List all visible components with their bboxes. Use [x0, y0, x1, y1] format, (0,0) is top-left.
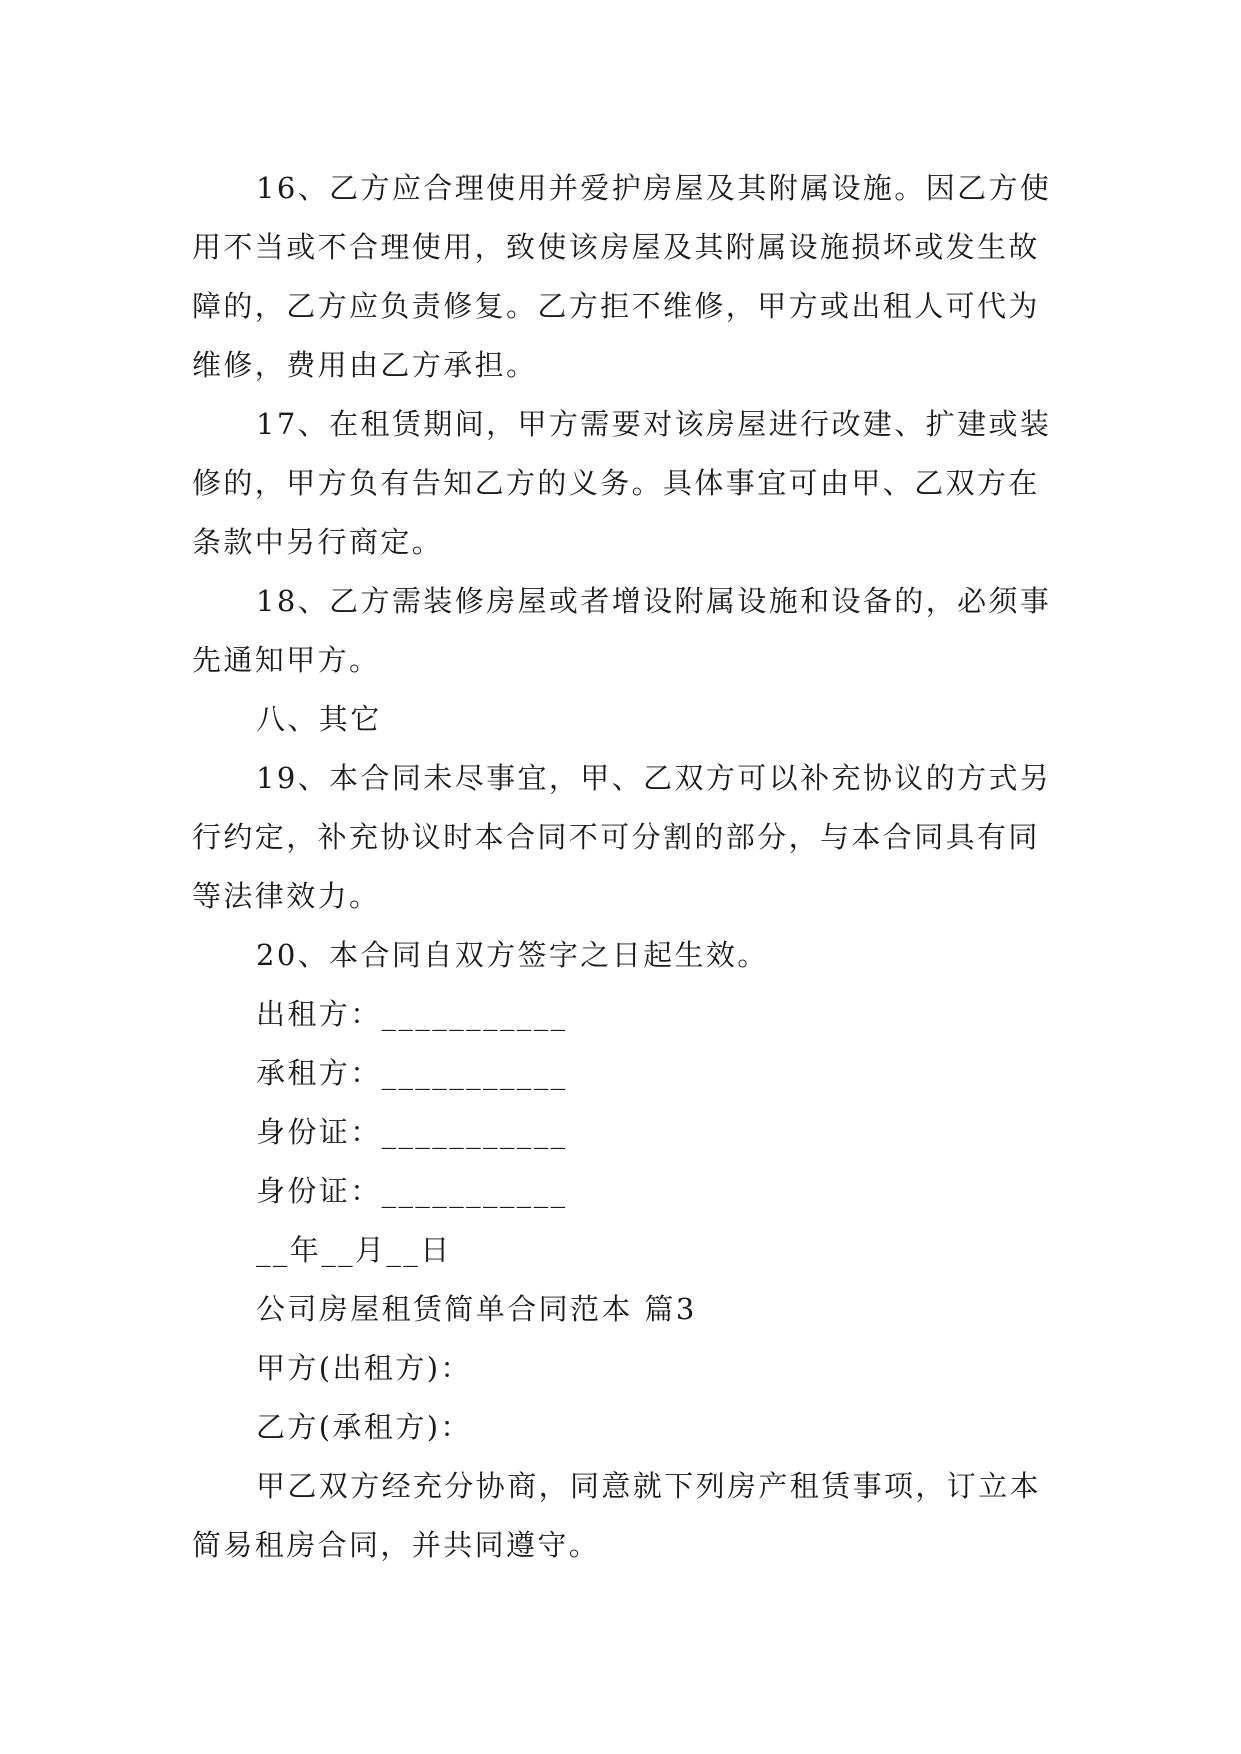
id-card-line-1: 身份证：___________ [256, 1115, 568, 1149]
section-heading-others: 八、其它 [256, 702, 382, 736]
clause-18: 18、乙方需装修房屋或者增设附属设施和设备的，必须事先通知甲方。 [192, 584, 1052, 677]
clause-17: 17、在租赁期间，甲方需要对该房屋进行改建、扩建或装修的，甲方负有告知乙方的义务。具体事宜可由甲、乙双方在条款中另行商定。 [192, 407, 1052, 559]
contract-3-heading: 公司房屋租赁简单合同范本 篇3 [256, 1292, 697, 1326]
date-line: __年__月__日 [256, 1233, 452, 1267]
document-page [192, 159, 1062, 1575]
party-b-line: 乙方(承租方)： [256, 1410, 472, 1444]
lessee-signature-line: 承租方：___________ [256, 1056, 568, 1090]
lessor-signature-line: 出租方：___________ [256, 997, 568, 1031]
clause-19: 19、本合同未尽事宜，甲、乙双方可以补充协议的方式另行约定，补充协议时本合同不可分割的部分，与本合同具有同等法律效力。 [192, 761, 1052, 913]
clause-16: 16、乙方应合理使用并爱护房屋及其附属设施。因乙方使用不当或不合理使用，致使该房屋及其附属设施损坏或发生故障的，乙方应负责修复。乙方拒不维修，甲方或出租人可代为维修，费用由乙方承担。 [192, 171, 1052, 382]
party-a-line: 甲方(出租方)： [256, 1351, 472, 1385]
contract-3-intro: 甲乙双方经充分协商，同意就下列房产租赁事项，订立本简易租房合同，并共同遵守。 [192, 1469, 1042, 1562]
clause-20: 20、本合同自双方签字之日起生效。 [256, 938, 769, 972]
id-card-line-2: 身份证：___________ [256, 1174, 568, 1208]
